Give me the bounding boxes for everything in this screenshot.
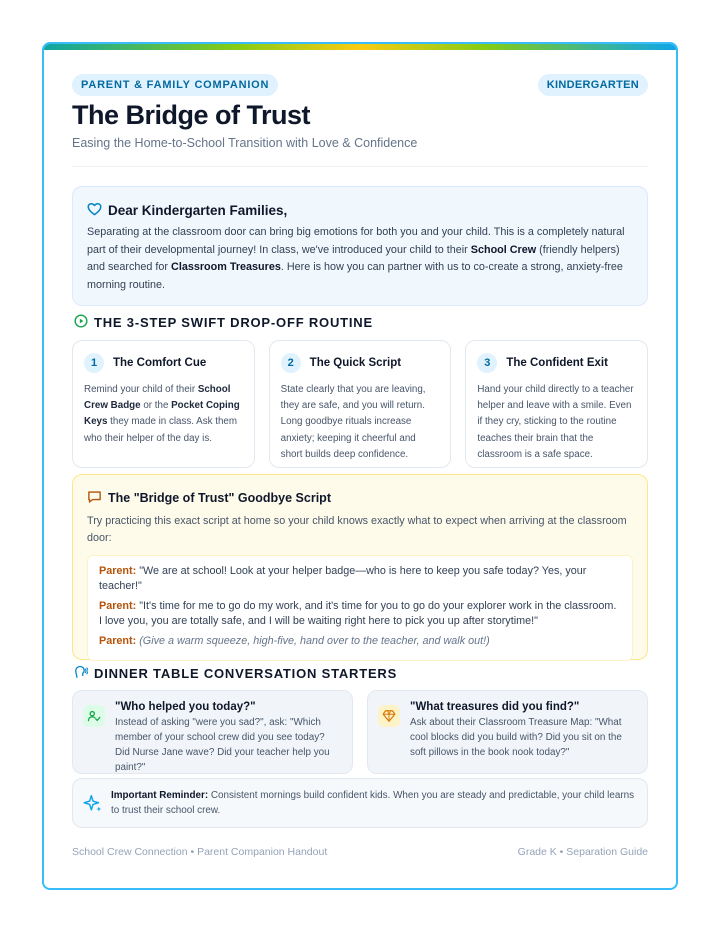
intro-text-2: (friendly helpers) and searched for [87, 243, 620, 273]
card-title-treasures: "What treasures did you find?" [410, 701, 580, 713]
heart-icon [87, 202, 102, 219]
script-dialog [87, 555, 633, 661]
gem-icon [378, 705, 400, 727]
speaker-label: Parent: [99, 635, 137, 647]
card-text-helpers [115, 701, 340, 773]
step-1-header [84, 353, 242, 373]
routine-heading-text: THE 3-STEP SWIFT DROP-OFF ROUTINE [94, 315, 373, 330]
badge-parent-family: PARENT & FAMILY COMPANION [72, 74, 278, 96]
goodbye-script-box [72, 474, 648, 660]
card-body-helpers: Instead of asking "were you sad?", ask: "Which member of your school crew did you see today? Did Nurse Jane wave? Did your teacher help you paint?" [115, 717, 330, 773]
handout-page [42, 42, 678, 890]
sparkle-icon [83, 794, 103, 827]
step-title-2: The Quick Script [309, 357, 402, 369]
footer-left: School Crew Connection • Parent Companion Handout [72, 846, 328, 858]
step-1-text-a: Remind your child of their [84, 384, 198, 395]
card-text-treasures [410, 701, 635, 773]
reminder-text [111, 788, 635, 827]
gradient-top-bar [44, 44, 676, 50]
script-line-3 [99, 634, 621, 649]
step-3-header [477, 353, 635, 373]
reminder-body: Consistent mornings build confident kids. When you are steady and predictable, your child learns to trust their school crew. [111, 790, 635, 816]
script-heading-row [87, 489, 633, 507]
reminder-label: Important Reminder: [111, 790, 209, 801]
script-heading: The "Bridge of Trust" Goodbye Script [108, 491, 331, 505]
step-number-3: 3 [477, 353, 497, 373]
footer-right: Grade K • Separation Guide [517, 846, 648, 858]
page-footer [72, 846, 648, 858]
step-card-2 [269, 340, 452, 468]
intro-bold-school-crew: School Crew [470, 243, 537, 256]
routine-section-heading [74, 314, 373, 331]
script-intro: Try practicing this exact script at home so your child knows exactly what to expect when arriving at the classroom door: [87, 515, 627, 544]
badge-kindergarten: KINDERGARTEN [538, 74, 648, 96]
intro-letter-box [72, 186, 648, 306]
speaker-label: Parent: [99, 600, 137, 612]
header-divider [72, 166, 648, 167]
play-circle-icon [74, 314, 88, 331]
page-title: The Bridge of Trust [72, 100, 311, 130]
step-title-3: The Confident Exit [506, 357, 608, 369]
step-card-3 [465, 340, 648, 468]
conversation-cards [72, 690, 648, 774]
intro-heading: Dear Kindergarten Families, [108, 202, 288, 218]
important-reminder-box [72, 778, 648, 828]
step-1-bold-keys: Pocket Coping Keys [84, 400, 240, 428]
speech-bubble-icon [87, 490, 102, 507]
routine-steps [72, 340, 648, 468]
conversation-section-heading [74, 665, 397, 682]
step-2-header [281, 353, 439, 373]
intro-text-3: . Here is how you can partner with us to co-create a strong, anxiety-free morning routine. [87, 261, 623, 291]
user-check-icon [83, 705, 105, 727]
step-body-3: Hand your child directly to a teacher helper and leave with a smile. Even if they cry, sticking to the routine teaches their brain that the classroom is a safe space. [477, 384, 634, 460]
step-1-text-c: they made in class. Ask them who their helper of the day is. [84, 416, 238, 444]
intro-heading-row [87, 201, 633, 219]
speaker-label: Parent: [99, 565, 137, 577]
step-body-2: State clearly that you are leaving, they are safe, and you will return. Long goodbye rituals increase anxiety; keeping it cheerful and short builds deep confidence. [280, 384, 426, 460]
step-1-text-b: or the [140, 400, 172, 412]
step-number-1: 1 [84, 353, 104, 373]
conversation-card-treasures [367, 690, 648, 774]
intro-body [87, 224, 633, 294]
card-body-treasures: Ask about their Classroom Treasure Map: "What cool blocks did you build with? Did you sit on the soft pillows in the book nook today?" [410, 717, 622, 758]
script-line-2 [99, 599, 621, 629]
step-number-2: 2 [281, 353, 301, 373]
step-title-1: The Comfort Cue [113, 357, 207, 369]
script-line-1 [99, 564, 621, 594]
script-stage-direction: (Give a warm squeeze, high-five, hand over to the teacher, and walk out!) [139, 635, 490, 647]
card-title-helpers: "Who helped you today?" [115, 701, 256, 713]
conversation-heading-text: DINNER TABLE CONVERSATION STARTERS [94, 666, 398, 681]
step-1-bold-badge: School Crew Badge [84, 384, 231, 412]
voice-icon [74, 665, 88, 682]
script-line-text: "It's time for me to go do my work, and it's time for you to go do your explorer work in the classroom. I love you, you are totally safe, and I will be waiting right here to pick you up after storytime!" [99, 600, 617, 627]
script-line-text: "We are at school! Look at your helper badge—who is here to keep you safe today? Yes, your teacher!" [99, 565, 587, 592]
conversation-card-helpers [72, 690, 353, 774]
intro-bold-classroom-treasures: Classroom Treasures [171, 261, 281, 273]
page-subtitle: Easing the Home-to-School Transition with Love & Confidence [72, 136, 418, 150]
intro-text-1: Separating at the classroom door can bring big emotions for both you and your child. This is a completely natural part of their developmental journey! In class, we've introduced your child to their [87, 226, 625, 256]
step-card-1 [72, 340, 255, 468]
step-body-1 [84, 382, 242, 447]
